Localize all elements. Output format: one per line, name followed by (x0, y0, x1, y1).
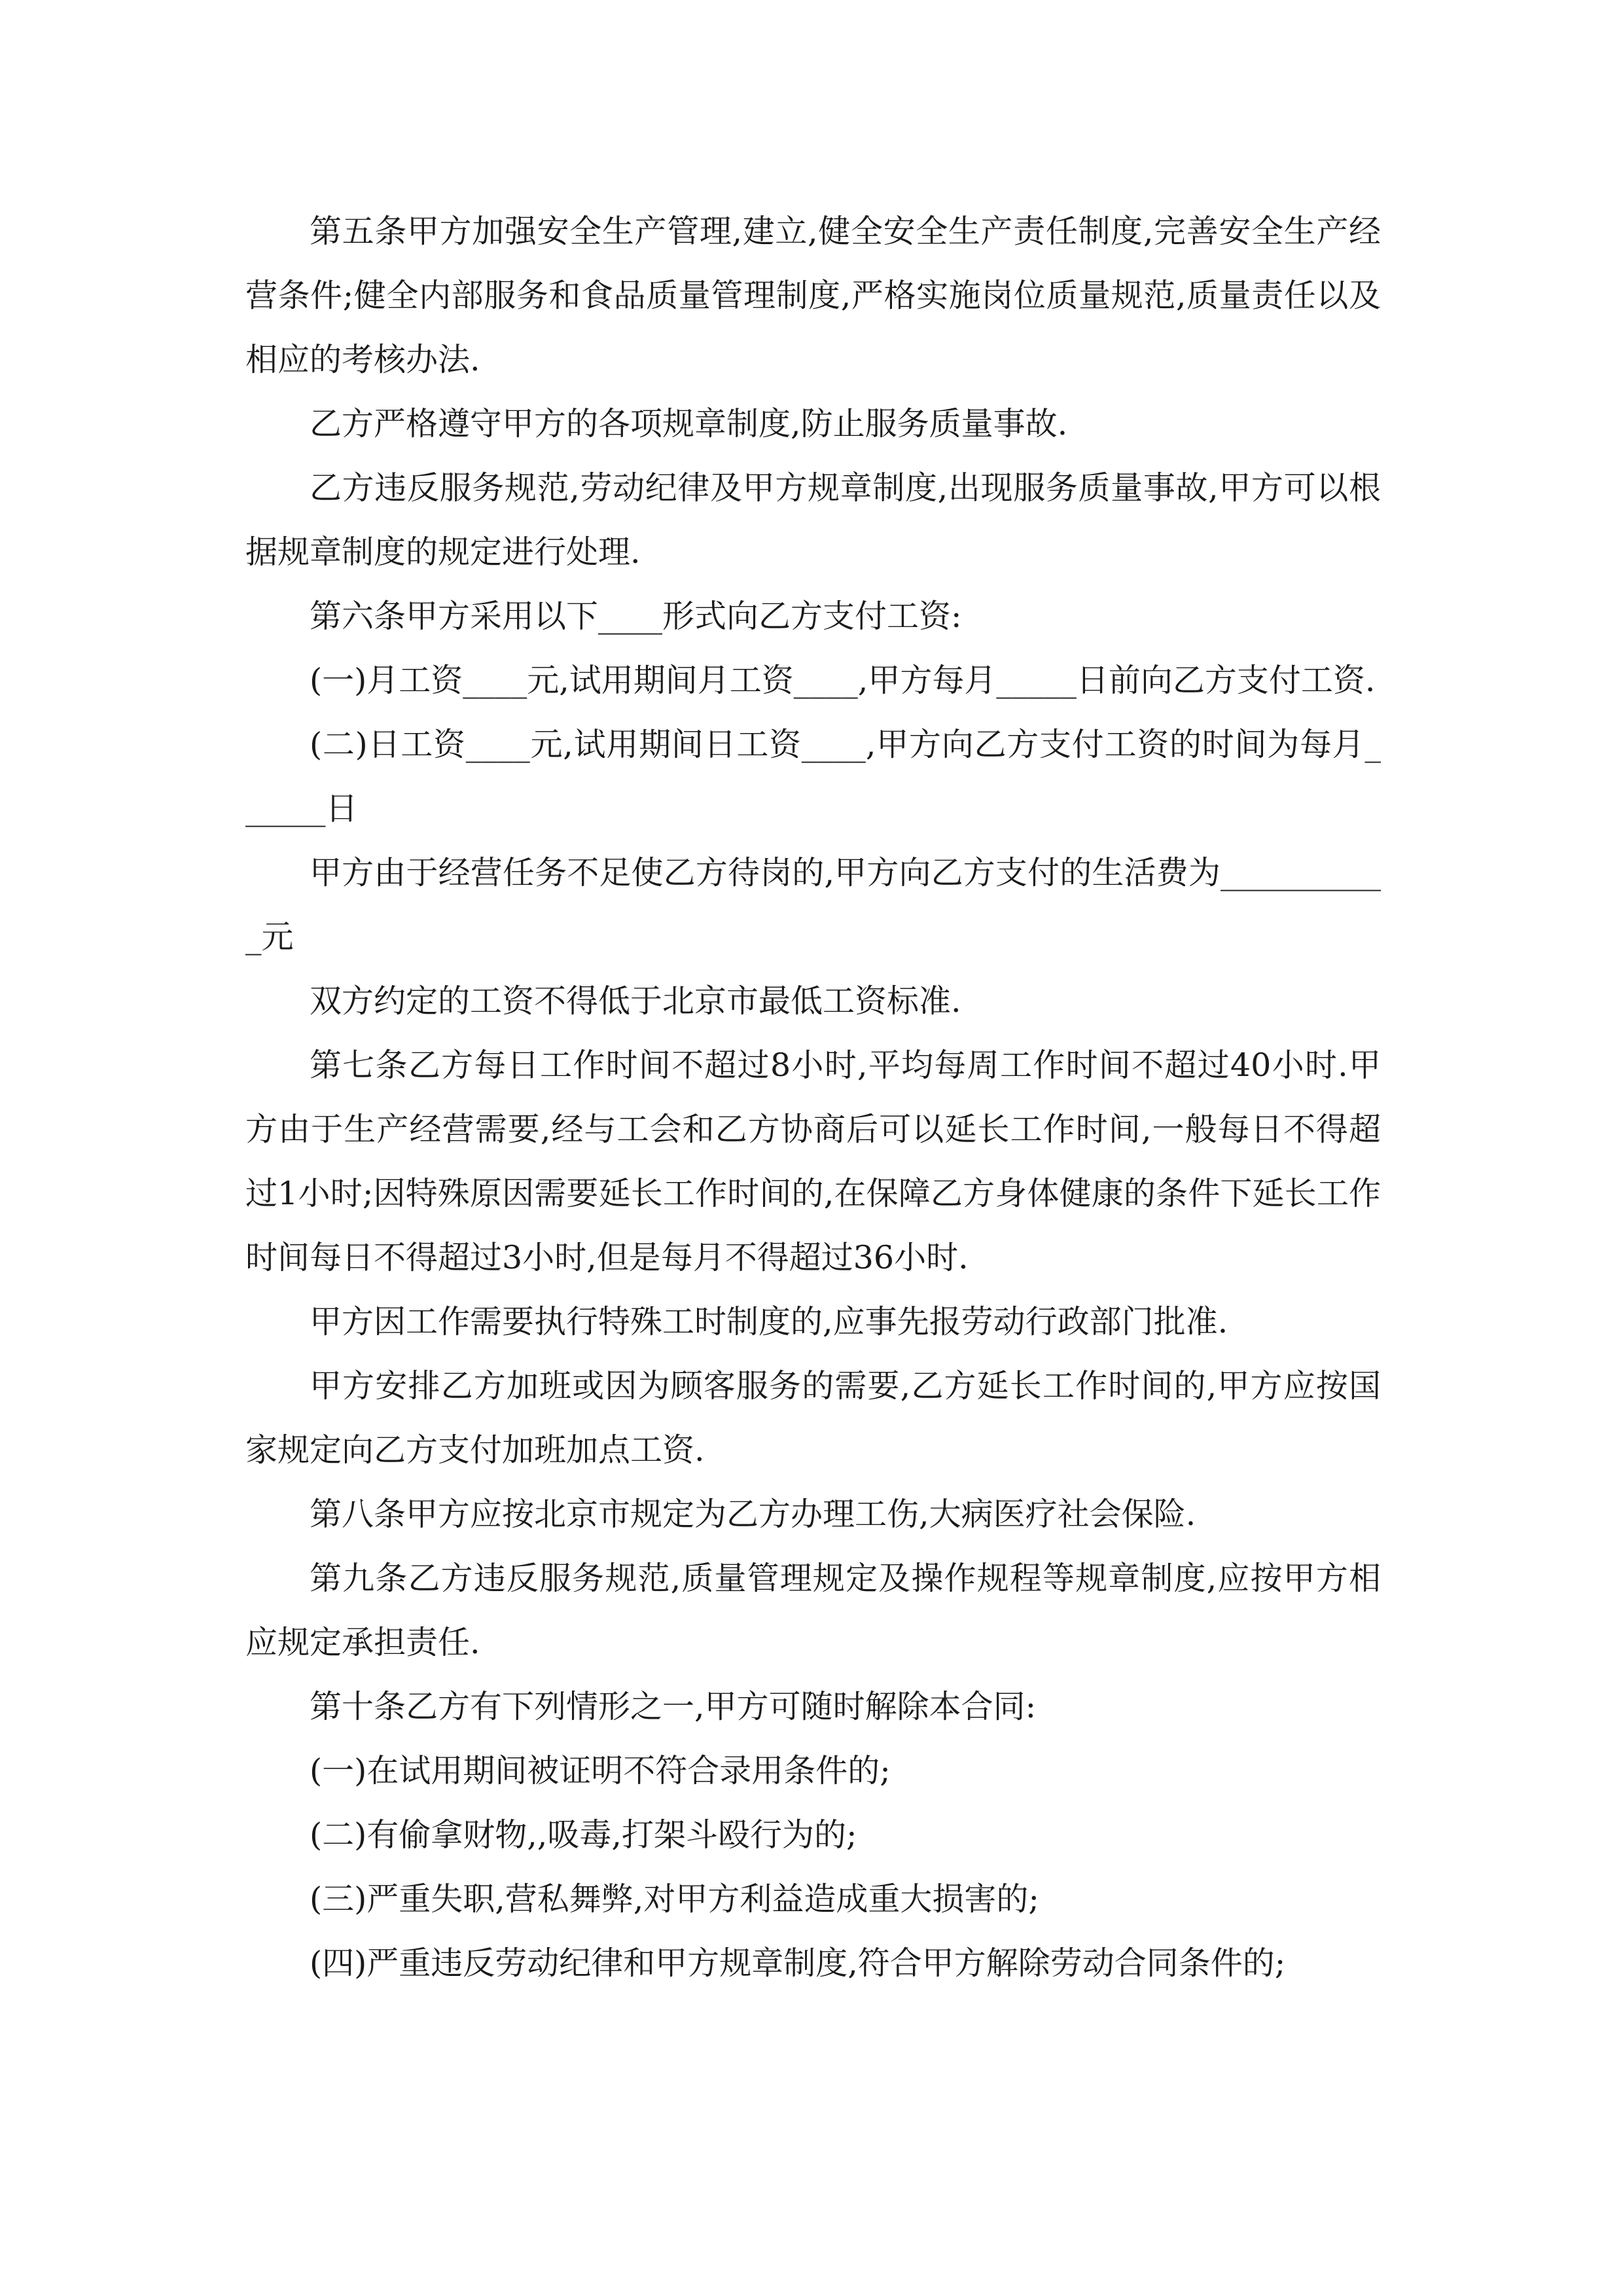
paragraph-article-6: 第六条甲方采用以下____形式向乙方支付工资: (310, 598, 962, 635)
list-item-negligence: (三)严重失职,营私舞弊,对甲方利益造成重大损害的; (310, 1880, 1039, 1918)
paragraph-article-10: 第十条乙方有下列情形之一,甲方可随时解除本合同: (310, 1688, 1037, 1725)
paragraph-overtime-pay: 甲方安排乙方加班或因为顾客服务的需要,乙方延长工作时间的,甲方应按国家规定向乙方支付加班加点工资. (245, 1367, 1381, 1469)
paragraph-special-hours: 甲方因工作需要执行特殊工时制度的,应事先报劳动行政部门批准. (310, 1303, 1228, 1340)
paragraph-article-5: 第五条甲方加强安全生产管理,建立,健全安全生产责任制度,完善安全生产经营条件;健全内部服务和食品质量管理制度,严格实施岗位质量规范,质量责任以及相应的考核办法. (245, 213, 1381, 378)
paragraph-article-8: 第八条甲方应按北京市规定为乙方办理工伤,大病医疗社会保险. (310, 1496, 1196, 1533)
paragraph-article-9: 第九条乙方违反服务规范,质量管理规定及操作规程等规章制度,应按甲方相应规定承担责任. (245, 1560, 1381, 1661)
list-item-misconduct: (二)有偷拿财物,,吸毒,打架斗殴行为的; (310, 1816, 857, 1854)
list-item-probation: (一)在试用期间被证明不符合录用条件的; (310, 1752, 891, 1789)
list-item-discipline: (四)严重违反劳动纪律和甲方规章制度,符合甲方解除劳动合同条件的; (310, 1945, 1286, 1982)
paragraph-daily-wage: (二)日工资____元,试用期间日工资____,甲方向乙方支付工资的时间为每月______日 (245, 726, 1381, 827)
paragraph-rules-compliance: 乙方严格遵守甲方的各项规章制度,防止服务质量事故. (310, 405, 1068, 442)
paragraph-standby-allowance: 甲方由于经营任务不足使乙方待岗的,甲方向乙方支付的生活费为___________元 (245, 854, 1381, 956)
document-body (245, 200, 1381, 1996)
paragraph-minimum-wage: 双方约定的工资不得低于北京市最低工资标准. (310, 982, 961, 1020)
paragraph-violation-handling: 乙方违反服务规范,劳动纪律及甲方规章制度,出现服务质量事故,甲方可以根据规章制度的规定进行处理. (245, 469, 1381, 571)
paragraph-monthly-wage: (一)月工资____元,试用期间月工资____,甲方每月_____日前向乙方支付工资. (310, 662, 1376, 699)
paragraph-article-7: 第七条乙方每日工作时间不超过8小时,平均每周工作时间不超过40小时.甲方由于生产经营需要,经与工会和乙方协商后可以延长工作时间,一般每日不得超过1小时;因特殊原因需要延长工作时间的,在保障乙方身体健康的条件下延长工作时间每日不得超过3小时,但是每月不得超过36小时. (245, 1047, 1381, 1276)
